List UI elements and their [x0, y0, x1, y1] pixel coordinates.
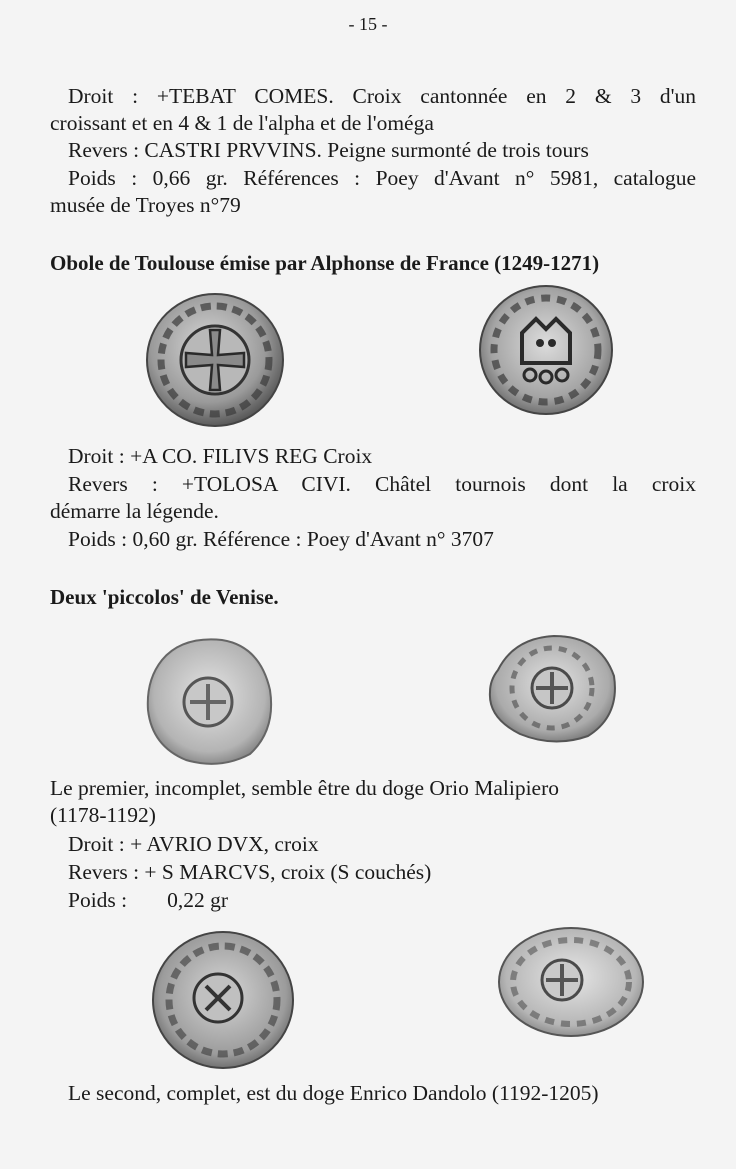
droit-filius-reg: Droit : +A CO. FILIVS REG Croix	[68, 444, 373, 468]
coin-toulouse-obverse-image	[144, 290, 286, 430]
droit-tebat-line1: Droit : +TEBAT COMES. Croix cantonnée en 2 & 3 d'un	[68, 84, 696, 108]
poids-value: 0,22 gr	[167, 888, 229, 912]
poids-piccolo	[50, 887, 696, 914]
premier-piccolo-line2: (1178-1192)	[50, 803, 156, 827]
poids-references-line1: Poids : 0,66 gr. Références : Poey d'Avant n° 5981, catalogue	[68, 166, 696, 190]
coin-venise-1-reverse-image	[484, 630, 620, 746]
poids-label: Poids :	[68, 888, 128, 912]
revers-s-marcvs: Revers : + S MARCVS, croix (S couchés)	[68, 860, 432, 884]
revers-tolosa-line2: démarre la légende.	[50, 499, 219, 523]
coin-venise-1-obverse-image	[142, 630, 278, 770]
second-piccolo-dandolo: Le second, complet, est du doge Enrico Dandolo (1192-1205)	[68, 1081, 599, 1105]
droit-tebat-line2: croissant et en 4 & 1 de l'alpha et de l'oméga	[50, 111, 434, 135]
heading-obole-toulouse: Obole de Toulouse émise par Alphonse de France (1249-1271)	[50, 251, 600, 275]
poids-reference-3707: Poids : 0,60 gr. Référence : Poey d'Avant n° 3707	[68, 527, 494, 551]
droit-avrio-dvx: Droit : + AVRIO DVX, croix	[68, 832, 319, 856]
page-number: - 15 -	[348, 14, 388, 34]
revers-tolosa-line1: Revers : +TOLOSA CIVI. Châtel tournois dont la croix	[68, 472, 696, 496]
coin-toulouse-reverse-image	[478, 283, 614, 417]
heading-piccolos-venise: Deux 'piccolos' de Venise.	[50, 585, 279, 609]
poids-references-line2: musée de Troyes n°79	[50, 193, 241, 217]
coin-venise-2-obverse-image	[150, 928, 296, 1072]
coin-venise-2-reverse-image	[496, 926, 646, 1038]
revers-castri: Revers : CASTRI PRVVINS. Peigne surmonté de trois tours	[68, 138, 589, 162]
premier-piccolo-line1: Le premier, incomplet, semble être du doge Orio Malipiero	[50, 776, 559, 800]
